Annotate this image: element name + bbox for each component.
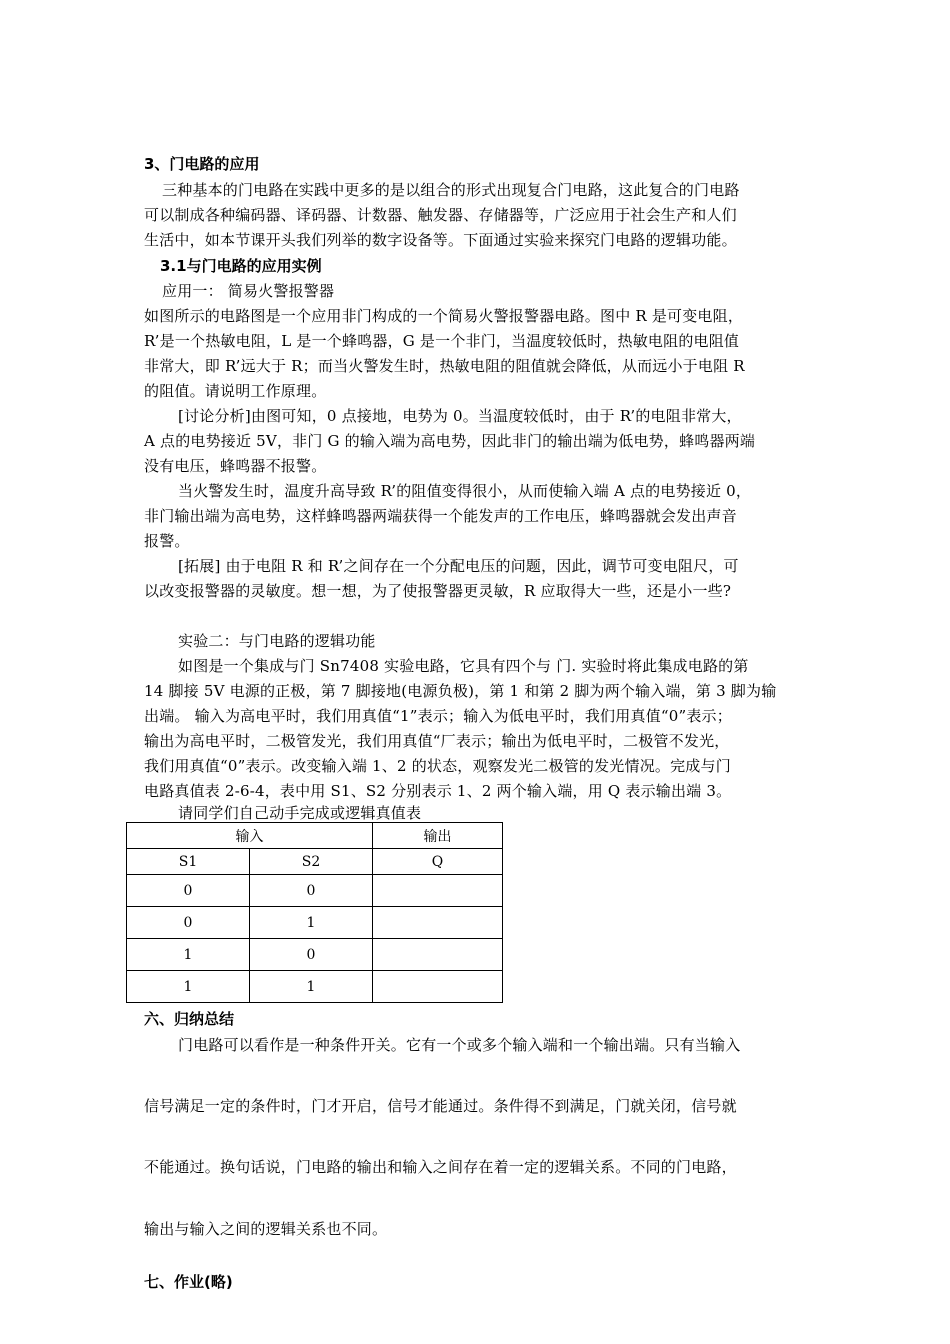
summary-line: 信号满足一定的条件时，门才开启，信号才能通过。条件得不到满足，门就关闭，信号就 bbox=[144, 1097, 737, 1115]
cell-s1: 0 bbox=[127, 875, 250, 907]
extension-line: [拓展] 由于电阻 R 和 R’之间存在一个分配电压的问题，因此，调节可变电阻尺，可 bbox=[178, 557, 739, 575]
cell-s1: 0 bbox=[127, 907, 250, 939]
header-input: 输入 bbox=[127, 823, 373, 849]
experiment-two-line: 出端。 输入为高电平时，我们用真值“1”表示；输入为低电平时，我们用真值“0”表示； bbox=[144, 707, 732, 725]
experiment-two-line: 输出为高电平时，二极管发光，我们用真值“厂表示；输出为低电平时，二极管不发光， bbox=[144, 732, 730, 750]
cell-q bbox=[373, 971, 503, 1003]
intro-line: 可以制成各种编码器、译码器、计数器、触发器、存储器等，广泛应用于社会生产和人们 bbox=[144, 206, 737, 224]
discussion-line: [讨论分析]由图可知，0 点接地，电势为 0。当温度较低时，由于 R’的电阻非常大， bbox=[178, 407, 742, 425]
section-heading-homework: 七、作业(略) bbox=[144, 1273, 233, 1291]
application-one-line: 的阻值。请说明工作原理。 bbox=[144, 382, 327, 400]
cell-s2: 1 bbox=[250, 971, 373, 1003]
application-one-title: 应用一： 简易火警报警器 bbox=[162, 282, 335, 300]
cell-s1: 1 bbox=[127, 971, 250, 1003]
experiment-two-title: 实验二：与门电路的逻辑功能 bbox=[178, 632, 376, 650]
experiment-two-line: 14 脚接 5V 电源的正极，第 7 脚接地(电源负极)，第 1 和第 2 脚为两个输入端，第 3 脚为输 bbox=[144, 682, 777, 700]
application-one-line: R’是一个热敏电阻，L 是一个蜂鸣器，G 是一个非门，当温度较低时，热敏电阻的电阻值 bbox=[144, 332, 740, 350]
summary-line: 不能通过。换句话说，门电路的输出和输入之间存在着一定的逻辑关系。不同的门电路， bbox=[144, 1158, 737, 1176]
col-q: Q bbox=[373, 849, 503, 875]
fire-alarm-line: 当火警发生时，温度升高导致 R’的阻值变得很小，从而使输入端 A 点的电势接近 0， bbox=[178, 482, 752, 500]
cell-s2: 0 bbox=[250, 939, 373, 971]
fire-alarm-line: 报警。 bbox=[144, 532, 190, 550]
discussion-line: A 点的电势接近 5V，非门 G 的输入端为高电势，因此非门的输出端为低电势，蜂鸣器两端 bbox=[144, 432, 756, 450]
discussion-line: 没有电压，蜂鸣器不报警。 bbox=[144, 457, 327, 475]
extension-line: 以改变报警器的灵敏度。想一想，为了使报警器更灵敏，R 应取得大一些，还是小一些? bbox=[144, 582, 732, 600]
experiment-two-line: 如图是一个集成与门 Sn7408 实验电路，它具有四个与 门. 实验时将此集成电路的第 bbox=[178, 657, 749, 675]
intro-line: 生活中，如本节课开头我们列举的数字设备等。下面通过实验来探究门电路的逻辑功能。 bbox=[144, 231, 737, 249]
fire-alarm-line: 非门输出端为高电势，这样蜂鸣器两端获得一个能发声的工作电压，蜂鸣器就会发出声音 bbox=[144, 507, 737, 525]
table-row bbox=[127, 875, 503, 907]
section-heading-summary: 六、归纳总结 bbox=[144, 1010, 235, 1028]
application-one-line: 非常大，即 R’远大于 R；而当火警发生时，热敏电阻的阻值就会降低，从而远小于电阻 R bbox=[144, 357, 745, 375]
table-column-row bbox=[127, 849, 503, 875]
intro-line: 三种基本的门电路在实践中更多的是以组合的形式出现复合门电路，这此复合的门电路 bbox=[162, 181, 740, 199]
cell-q bbox=[373, 907, 503, 939]
cell-s2: 0 bbox=[250, 875, 373, 907]
summary-line: 输出与输入之间的逻辑关系也不同。 bbox=[144, 1220, 388, 1238]
subheading-and-gate-examples: 3.1与门电路的应用实例 bbox=[160, 257, 322, 275]
cell-q bbox=[373, 939, 503, 971]
experiment-two-line: 我们用真值“0”表示。改变输入端 1、2 的状态，观察发光二极管的发光情况。完成与门 bbox=[144, 757, 731, 775]
summary-line: 门电路可以看作是一种条件开关。它有一个或多个输入端和一个输出端。只有当输入 bbox=[178, 1036, 741, 1054]
cell-s1: 1 bbox=[127, 939, 250, 971]
truth-table bbox=[126, 822, 503, 1003]
section-heading-gate-applications: 3、门电路的应用 bbox=[144, 155, 260, 173]
table-row bbox=[127, 971, 503, 1003]
table-caption: 请同学们自己动手完成或逻辑真值表 bbox=[178, 804, 422, 822]
application-one-line: 如图所示的电路图是一个应用非门构成的一个简易火警报警器电路。图中 R 是可变电阻， bbox=[144, 307, 744, 325]
table-row bbox=[127, 939, 503, 971]
table-row bbox=[127, 907, 503, 939]
table-header-row bbox=[127, 823, 503, 849]
cell-s2: 1 bbox=[250, 907, 373, 939]
col-s2: S2 bbox=[250, 849, 373, 875]
experiment-two-line: 电路真值表 2-6-4，表中用 S1、S2 分别表示 1、2 两个输入端，用 Q 表示输出端 3。 bbox=[144, 782, 732, 800]
cell-q bbox=[373, 875, 503, 907]
header-output: 输出 bbox=[373, 823, 503, 849]
col-s1: S1 bbox=[127, 849, 250, 875]
